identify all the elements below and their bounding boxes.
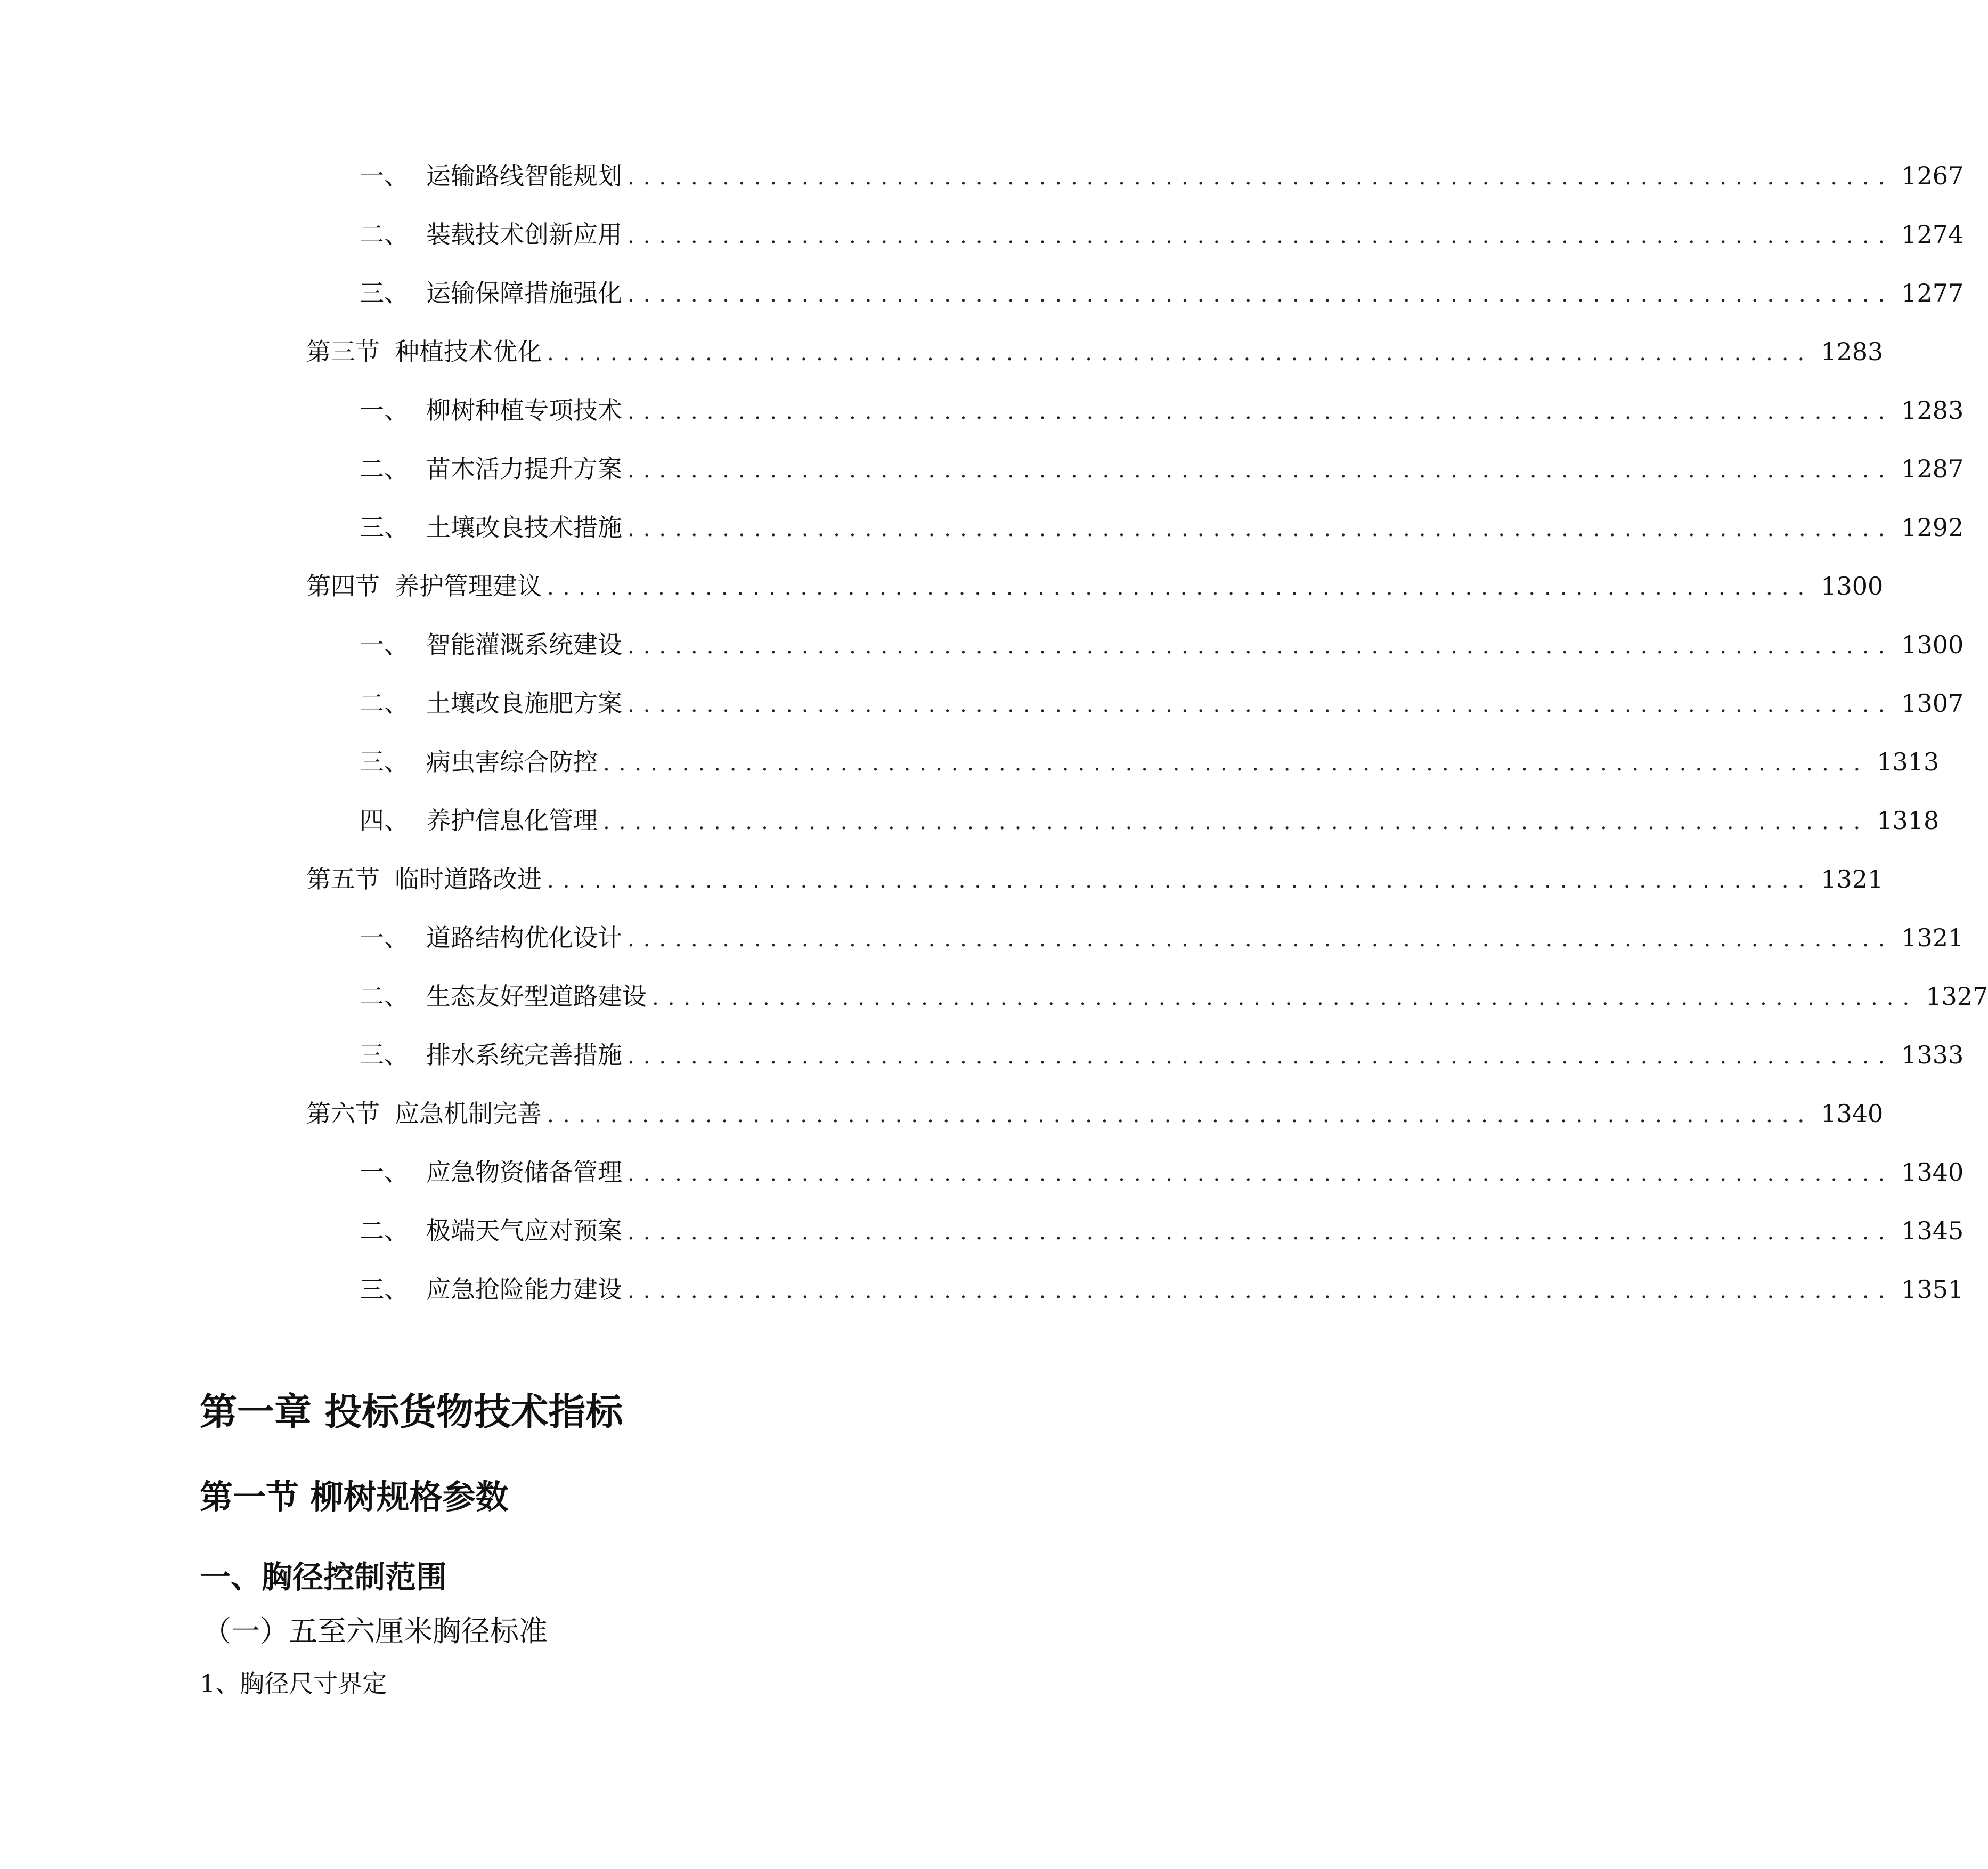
toc-entry-page: 1327	[1926, 982, 1988, 1011]
toc-dot-leader: ................................................................................	[652, 986, 1919, 1010]
toc-entry[interactable]	[360, 155, 1964, 197]
toc-entry-page: 1267	[1901, 161, 1964, 190]
toc-entry-number: 第五节	[306, 865, 380, 893]
toc-entry-title: 生态友好型道路建设	[426, 982, 647, 1011]
toc-entry-number: 二、	[360, 689, 409, 718]
toc-entry-number: 三、	[360, 747, 409, 776]
toc-entry[interactable]	[360, 623, 1964, 666]
toc-entry[interactable]	[360, 1209, 1964, 1252]
toc-entry-title: 苗木活力提升方案	[426, 454, 622, 483]
toc-dot-leader: ................................................................................	[547, 575, 1814, 600]
toc-entry-number: 二、	[360, 220, 409, 249]
toc-dot-leader: ................................................................................	[628, 165, 1894, 190]
toc-entry-number: 四、	[360, 806, 409, 835]
subsection-heading: 一、胸径控制范围	[200, 1559, 447, 1595]
toc-dot-leader: ................................................................................	[603, 810, 1870, 834]
toc-entry-page: 1321	[1821, 865, 1884, 893]
toc-entry[interactable]	[306, 858, 1884, 900]
toc-entry-title: 应急机制完善	[395, 1099, 542, 1128]
toc-entry-title: 临时道路改进	[395, 865, 542, 893]
toc-entry-page: 1321	[1901, 923, 1964, 952]
toc-entry-title: 排水系统完善措施	[426, 1041, 622, 1069]
toc-entry[interactable]	[360, 975, 1988, 1018]
toc-entry[interactable]	[360, 799, 1940, 842]
toc-entry[interactable]	[306, 1092, 1884, 1135]
toc-entry-page: 1274	[1901, 220, 1964, 249]
toc-dot-leader: ................................................................................	[628, 693, 1894, 717]
toc-entry-page: 1313	[1877, 747, 1940, 776]
toc-entry-number: 第四节	[306, 572, 380, 600]
toc-entry-page: 1318	[1877, 806, 1940, 835]
toc-dot-leader: ................................................................................	[603, 751, 1870, 776]
toc-entry-title: 土壤改良技术措施	[426, 513, 622, 542]
toc-entry-title: 运输路线智能规划	[426, 161, 622, 190]
toc-entry-number: 二、	[360, 982, 409, 1011]
toc-entry-number: 第六节	[306, 1099, 380, 1128]
toc-entry-title: 装载技术创新应用	[426, 220, 622, 249]
toc-entry-number: 三、	[360, 279, 409, 307]
toc-entry[interactable]	[360, 1034, 1964, 1076]
toc-entry-page: 1340	[1901, 1158, 1964, 1187]
toc-entry-number: 三、	[360, 1275, 409, 1304]
chapter-heading: 第一章 投标货物技术指标	[200, 1390, 623, 1434]
toc-dot-leader: ................................................................................	[628, 400, 1894, 424]
toc-entry-page: 1345	[1901, 1216, 1964, 1245]
toc-entry-number: 一、	[360, 396, 409, 425]
toc-dot-leader: ................................................................................	[547, 1103, 1814, 1127]
toc-dot-leader: ................................................................................	[628, 927, 1894, 952]
toc-entry-title: 土壤改良施肥方案	[426, 689, 622, 718]
toc-entry-page: 1300	[1821, 572, 1884, 600]
toc-entry[interactable]	[360, 741, 1940, 783]
toc-entry[interactable]	[360, 1268, 1964, 1311]
toc-entry-title: 柳树种植专项技术	[426, 396, 622, 425]
toc-entry-number: 三、	[360, 1041, 409, 1069]
item-heading: 1、胸径尺寸界定	[200, 1669, 387, 1698]
toc-entry[interactable]	[360, 389, 1964, 432]
toc-entry[interactable]	[360, 272, 1964, 314]
toc-entry-page: 1283	[1821, 337, 1884, 366]
toc-entry-title: 应急抢险能力建设	[426, 1275, 622, 1304]
toc-entry-number: 二、	[360, 1216, 409, 1245]
toc-dot-leader: ................................................................................	[628, 282, 1894, 307]
toc-entry-page: 1351	[1901, 1275, 1964, 1304]
toc-entry-title: 养护管理建议	[395, 572, 542, 600]
toc-entry-page: 1307	[1901, 689, 1964, 718]
toc-entry-number: 一、	[360, 630, 409, 659]
toc-dot-leader: ................................................................................	[547, 341, 1814, 365]
toc-entry-title: 智能灌溉系统建设	[426, 630, 622, 659]
toc-dot-leader: ................................................................................	[628, 224, 1894, 248]
toc-entry-number: 一、	[360, 1158, 409, 1187]
toc-entry[interactable]	[360, 506, 1964, 549]
toc-entry[interactable]	[306, 330, 1884, 373]
toc-dot-leader: ................................................................................	[628, 634, 1894, 659]
toc-dot-leader: ................................................................................	[628, 1279, 1894, 1303]
toc-entry-page: 1283	[1901, 396, 1964, 425]
toc-entry-title: 道路结构优化设计	[426, 923, 622, 952]
toc-entry[interactable]	[306, 565, 1884, 607]
toc-entry[interactable]	[360, 1151, 1964, 1193]
toc-entry-page: 1277	[1901, 279, 1964, 307]
toc-dot-leader: ................................................................................	[628, 517, 1894, 541]
toc-entry-page: 1287	[1901, 454, 1964, 483]
toc-entry[interactable]	[360, 213, 1964, 256]
toc-entry-page: 1340	[1821, 1099, 1884, 1128]
toc-entry-title: 养护信息化管理	[426, 806, 598, 835]
toc-entry-number: 第三节	[306, 337, 380, 366]
section-heading: 第一节 柳树规格参数	[200, 1477, 509, 1516]
toc-entry-title: 极端天气应对预案	[426, 1216, 622, 1245]
toc-dot-leader: ................................................................................	[628, 1161, 1894, 1186]
toc-entry-page: 1333	[1901, 1041, 1964, 1069]
toc-entry-number: 一、	[360, 923, 409, 952]
toc-entry-title: 病虫害综合防控	[426, 747, 598, 776]
subsubsection-heading: （一）五至六厘米胸径标准	[202, 1614, 548, 1648]
toc-entry[interactable]	[360, 448, 1964, 490]
toc-entry-title: 种植技术优化	[395, 337, 542, 366]
toc-entry-number: 一、	[360, 161, 409, 190]
toc-dot-leader: ................................................................................	[628, 458, 1894, 483]
toc-entry-number: 三、	[360, 513, 409, 542]
toc-dot-leader: ................................................................................	[628, 1044, 1894, 1069]
toc-entry[interactable]	[360, 682, 1964, 725]
toc-entry-title: 运输保障措施强化	[426, 279, 622, 307]
toc-entry-title: 应急物资储备管理	[426, 1158, 622, 1187]
toc-entry[interactable]	[360, 916, 1964, 959]
toc-dot-leader: ................................................................................	[547, 868, 1814, 893]
toc-entry-page: 1300	[1901, 630, 1964, 659]
toc-entry-page: 1292	[1901, 513, 1964, 542]
toc-dot-leader: ................................................................................	[628, 1220, 1894, 1245]
toc-entry-number: 二、	[360, 454, 409, 483]
